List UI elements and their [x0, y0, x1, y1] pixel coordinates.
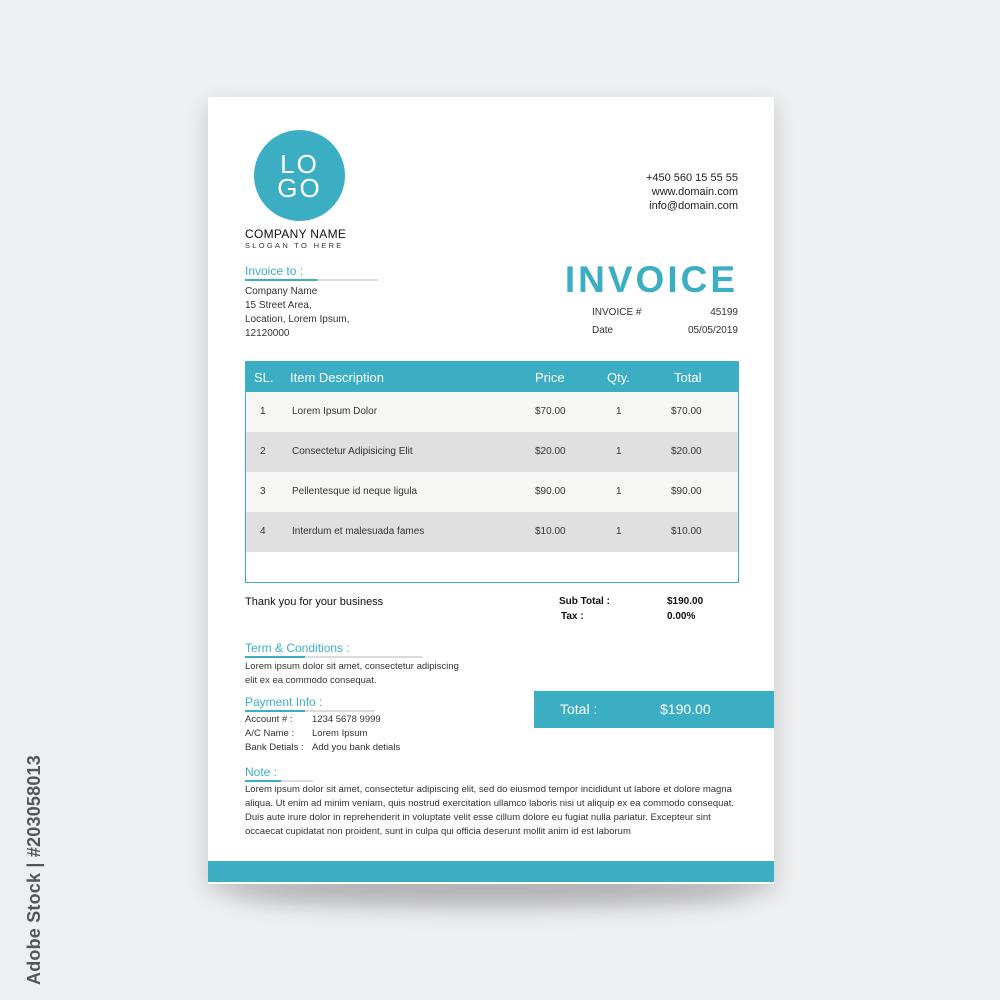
row-sl: 3 [260, 486, 266, 497]
account-name-label: A/C Name : [245, 728, 295, 739]
table-row [246, 512, 738, 552]
row-total: $10.00 [671, 526, 702, 537]
note-label: Note : [245, 765, 278, 779]
contact-email: info@domain.com [649, 200, 738, 212]
table-row [246, 392, 738, 432]
account-name-value: Lorem Ipsum [312, 728, 368, 739]
row-description: Interdum et malesuada fames [292, 526, 425, 537]
note-underline-accent [245, 780, 281, 782]
invoice-date: 05/05/2019 [687, 325, 738, 336]
header-qty: Qty. [607, 370, 630, 385]
table-row [246, 472, 738, 512]
row-sl: 4 [260, 526, 266, 537]
terms-label: Term & Conditions : [245, 641, 350, 655]
items-table [245, 361, 739, 583]
contact-block [646, 171, 738, 213]
row-total: $20.00 [671, 446, 702, 457]
address-line: 12120000 [245, 328, 290, 339]
row-price: $20.00 [535, 446, 566, 457]
table-row [246, 432, 738, 472]
table-header [246, 362, 738, 392]
thank-you-note: Thank you for your business [245, 596, 384, 608]
invoice-to-underline-accent [245, 279, 317, 281]
terms-line: elit ex ea commodo consequat. [245, 675, 377, 686]
note-line: occaecat cupidatat non proident, sunt in culpa qui officia deserunt mollit anim id est laborum [245, 826, 631, 837]
row-sl: 1 [260, 406, 266, 417]
note-text [245, 783, 745, 839]
row-description: Lorem Ipsum Dolor [292, 406, 378, 417]
paper-shadow [230, 880, 750, 910]
account-value: 1234 5678 9999 [312, 714, 381, 725]
row-total: $90.00 [671, 486, 702, 497]
contact-website: www.domain.com [651, 186, 738, 198]
row-qty: 1 [616, 526, 622, 537]
bank-value: Add you bank detials [312, 742, 401, 753]
row-description: Consectetur Adipisicing Elit [292, 446, 413, 457]
row-qty: 1 [616, 406, 622, 417]
row-total: $70.00 [671, 406, 702, 417]
invoice-paper [208, 97, 774, 884]
bank-label: Bank Detials : [245, 742, 304, 753]
invoice-to-label: Invoice to : [245, 264, 304, 278]
terms-underline-accent [245, 656, 305, 658]
header-sl: SL. [254, 370, 274, 385]
total-value: $190.00 [660, 701, 711, 717]
note-line: aliqua. Ut enim ad minim veniam, quis nostrud exercitation ullamco laboris nisi ut aliquip ex ea commodo consequat. [245, 798, 734, 809]
tax-label: Tax : [561, 611, 584, 622]
address-line: 15 Street Area, [245, 300, 312, 311]
payment-label: Payment Info : [245, 695, 323, 709]
row-price: $10.00 [535, 526, 566, 537]
terms-line: Lorem ipsum dolor sit amet, consectetur adipiscing [245, 661, 459, 672]
invoice-number: 45199 [710, 307, 738, 318]
row-sl: 2 [260, 446, 266, 457]
account-label: Account # : [245, 714, 293, 725]
total-label: Total : [560, 701, 598, 717]
header-total: Total [674, 370, 702, 385]
invoice-to-address [245, 285, 350, 341]
invoice-title: INVOICE [564, 259, 738, 300]
row-qty: 1 [616, 486, 622, 497]
row-price: $70.00 [535, 406, 566, 417]
logo: LO GO [254, 130, 345, 221]
header-description: Item Description [290, 370, 384, 385]
address-line: Company Name [245, 286, 318, 297]
total-bar [534, 691, 774, 728]
tax-value: 0.00% [667, 611, 696, 622]
company-slogan: SLOGAN TO HERE [245, 241, 344, 250]
payment-underline-accent [245, 710, 305, 712]
subtotal-value: $190.00 [667, 596, 704, 607]
invoice-number-label: INVOICE # [592, 307, 642, 318]
note-line: Duis aute irure dolor in reprehenderit in voluptate velit esse cillum dolore eu fugiat nulla pariatur. Excepteur sint [245, 812, 711, 823]
subtotal-label: Sub Total : [559, 596, 610, 607]
row-description: Pellentesque id neque ligula [292, 486, 418, 497]
contact-phone: +450 560 15 55 55 [645, 172, 738, 184]
terms-text [245, 660, 459, 688]
invoice-date-label: Date [592, 325, 614, 336]
footer-bar [208, 861, 774, 882]
company-name: COMPANY NAME [245, 227, 347, 241]
payment-details [245, 713, 400, 755]
note-line: Lorem ipsum dolor sit amet, consectetur adipiscing elit, sed do eiusmod tempor incididunt ut labore et dolore magna [245, 784, 732, 795]
row-price: $90.00 [535, 486, 566, 497]
row-qty: 1 [616, 446, 622, 457]
address-line: Location, Lorem Ipsum, [245, 314, 350, 325]
header-price: Price [535, 370, 565, 385]
stock-credit: Adobe Stock | #203058013 [24, 755, 44, 985]
